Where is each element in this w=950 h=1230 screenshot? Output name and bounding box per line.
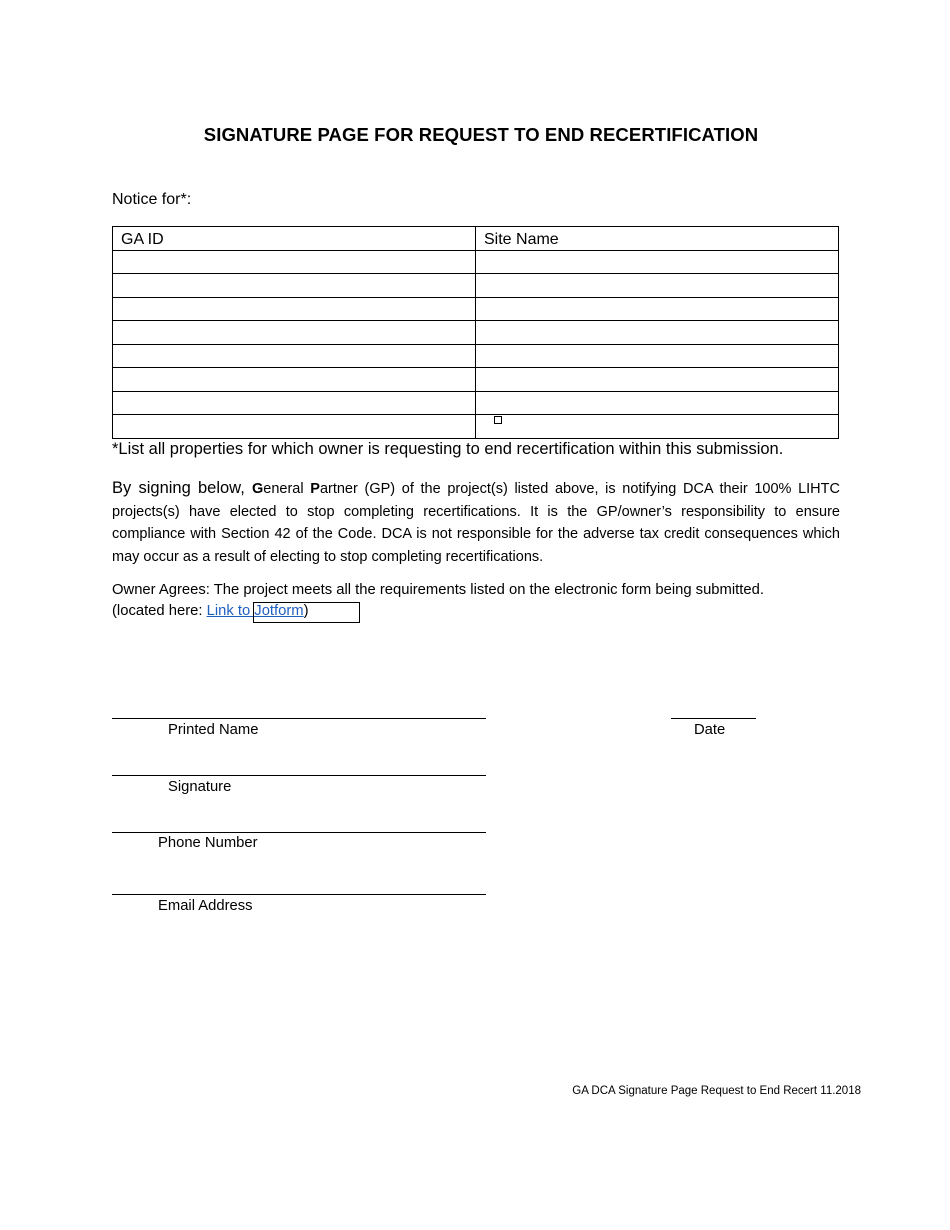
date-label: Date xyxy=(694,722,726,738)
table-header-row xyxy=(113,227,839,251)
checkbox-icon[interactable] xyxy=(494,416,502,424)
site-name-cell[interactable] xyxy=(476,368,839,392)
printed-name-label: Printed Name xyxy=(168,722,259,738)
email-address-label: Email Address xyxy=(158,898,253,914)
paragraph-eneral: eneral xyxy=(263,481,311,497)
table-row xyxy=(113,391,839,415)
header-site-name: Site Name xyxy=(476,227,839,251)
paragraph-p: P xyxy=(310,481,320,497)
gp-notice-paragraph xyxy=(112,477,840,568)
properties-table xyxy=(112,226,839,439)
ga-id-cell[interactable] xyxy=(113,250,476,274)
owner-agrees-text xyxy=(112,580,852,622)
signature-label: Signature xyxy=(168,779,232,795)
link-highlight-box xyxy=(253,602,360,623)
paragraph-rest: artner (GP) of the project(s) listed above, is notifying DCA their 100% LIHTC projects(s) have elected to stop completing recertifications. It is the GP/owner’s responsibility to ensure compliance with Section 42 of the Code. DCA is not responsible for the adverse tax credit consequences which may occur as a result of electing to stop completing recertifications. xyxy=(112,481,840,565)
notice-label: Notice for*: xyxy=(112,191,192,208)
site-name-cell[interactable] xyxy=(476,250,839,274)
site-name-cell[interactable] xyxy=(476,391,839,415)
table-row xyxy=(113,250,839,274)
table-row xyxy=(113,344,839,368)
location-prefix: (located here: xyxy=(112,603,207,619)
date-line[interactable] xyxy=(671,718,756,719)
ga-id-cell[interactable] xyxy=(113,321,476,345)
page-footer: GA DCA Signature Page Request to End Recert 11.2018 xyxy=(572,1085,861,1097)
table-footnote: *List all properties for which owner is requesting to end recertification within this submission. xyxy=(112,440,784,458)
site-name-cell[interactable] xyxy=(476,415,839,439)
table-row xyxy=(113,368,839,392)
ga-id-cell[interactable] xyxy=(113,274,476,298)
jotform-link[interactable]: Link to Jotform xyxy=(206,603,304,619)
paragraph-g: G xyxy=(252,481,264,497)
site-name-cell[interactable] xyxy=(476,344,839,368)
phone-number-label: Phone Number xyxy=(158,835,258,851)
site-name-cell[interactable] xyxy=(476,274,839,298)
page-title: SIGNATURE PAGE FOR REQUEST TO END RECERTIFICATION xyxy=(203,124,759,145)
table-row xyxy=(113,321,839,345)
ga-id-cell[interactable] xyxy=(113,344,476,368)
table-row xyxy=(113,297,839,321)
ga-id-cell[interactable] xyxy=(113,297,476,321)
owner-location-line xyxy=(112,601,852,622)
signature-line[interactable] xyxy=(112,775,486,776)
site-name-cell[interactable] xyxy=(476,297,839,321)
printed-name-line[interactable] xyxy=(112,718,486,719)
phone-number-line[interactable] xyxy=(112,832,486,833)
ga-id-cell[interactable] xyxy=(113,391,476,415)
table-row xyxy=(113,415,839,439)
email-address-line[interactable] xyxy=(112,894,486,895)
paragraph-lead: By signing below, xyxy=(112,479,252,497)
table-row xyxy=(113,274,839,298)
ga-id-cell[interactable] xyxy=(113,368,476,392)
owner-agrees-line: Owner Agrees: The project meets all the requirements listed on the electronic form being submitted. xyxy=(112,582,764,598)
header-ga-id: GA ID xyxy=(113,227,476,251)
location-suffix: ) xyxy=(303,603,309,619)
site-name-cell[interactable] xyxy=(476,321,839,345)
ga-id-cell[interactable] xyxy=(113,415,476,439)
